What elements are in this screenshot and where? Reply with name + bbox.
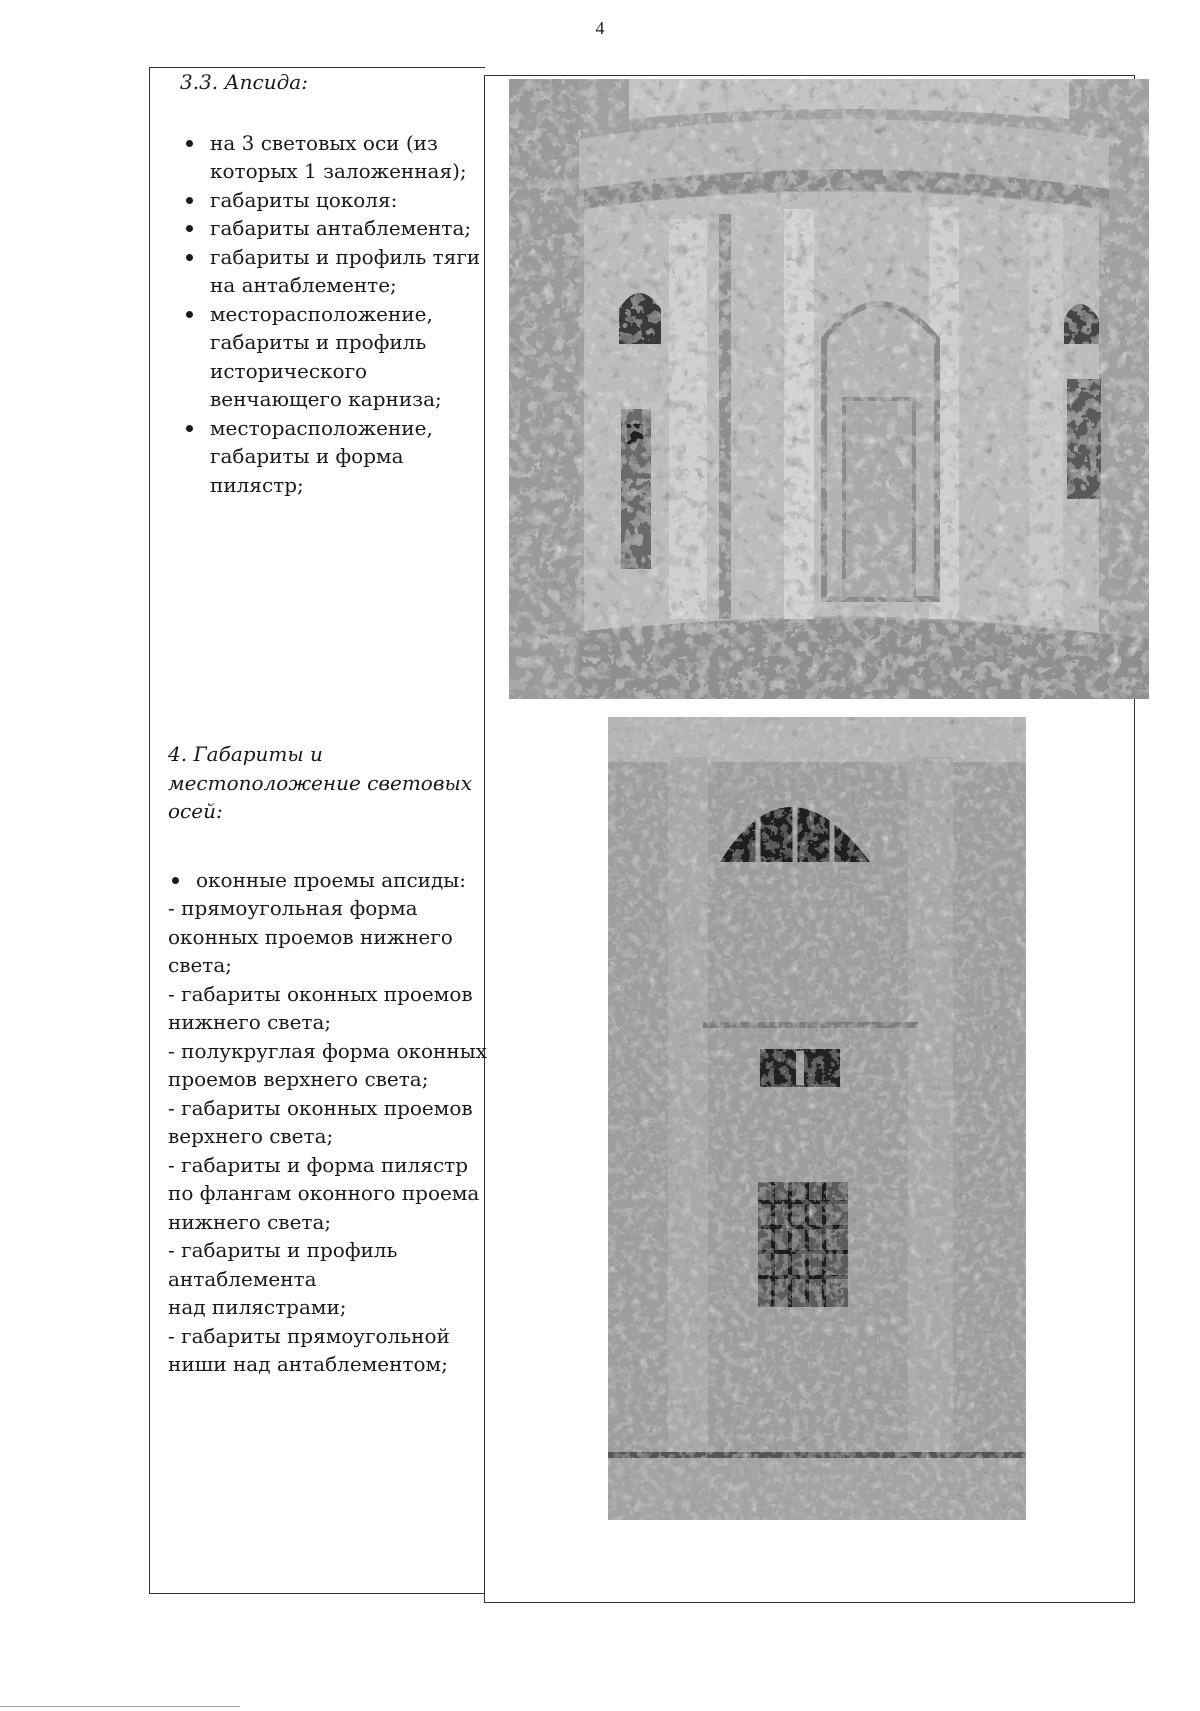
list-item: - габариты оконных проемов верхнего света; bbox=[168, 1095, 473, 1148]
list-item: - габариты и профиль антаблемента bbox=[168, 1238, 398, 1291]
apse-feature-list bbox=[180, 129, 500, 500]
list-item: - полукруглая форма оконных проемов верхнего света; bbox=[168, 1038, 487, 1091]
section-apse bbox=[180, 68, 500, 499]
list-item: - габариты оконных проемов нижнего света; bbox=[168, 981, 473, 1034]
light-axes-details bbox=[168, 894, 488, 1379]
list-item: габариты и профиль тяги на антаблементе; bbox=[180, 243, 500, 300]
section-heading: 3.3. Апсида: bbox=[180, 70, 308, 94]
section-light-axes bbox=[168, 740, 488, 1379]
list-item: над пилястрами; bbox=[168, 1295, 347, 1319]
list-item: габариты антаблемента; bbox=[180, 214, 500, 243]
list-item: на 3 световых оси (из которых 1 заложенная); bbox=[180, 129, 500, 186]
bottom-rule bbox=[0, 1706, 240, 1707]
window-axis-photo bbox=[608, 717, 1026, 1520]
list-item: габариты цоколя: bbox=[180, 186, 500, 215]
list-item: месторасположение, габариты и профиль исторического венчающего карниза; bbox=[180, 300, 500, 414]
list-item: - габариты прямоугольной ниши над антаблементом; bbox=[168, 1323, 450, 1376]
list-item: оконные проемы апсиды: bbox=[168, 866, 488, 895]
page-number: 4 bbox=[595, 18, 605, 38]
list-item: - прямоугольная форма оконных проемов нижнего света; bbox=[168, 896, 453, 977]
section-heading: 4. Габариты и местоположение световых осей: bbox=[168, 742, 473, 823]
list-item: месторасположение, габариты и форма пилястр; bbox=[180, 414, 500, 500]
list-item: - габариты и форма пилястр по флангам оконного проема нижнего света; bbox=[168, 1152, 480, 1234]
light-axes-bullet bbox=[168, 866, 488, 895]
apse-photo bbox=[509, 79, 1149, 699]
